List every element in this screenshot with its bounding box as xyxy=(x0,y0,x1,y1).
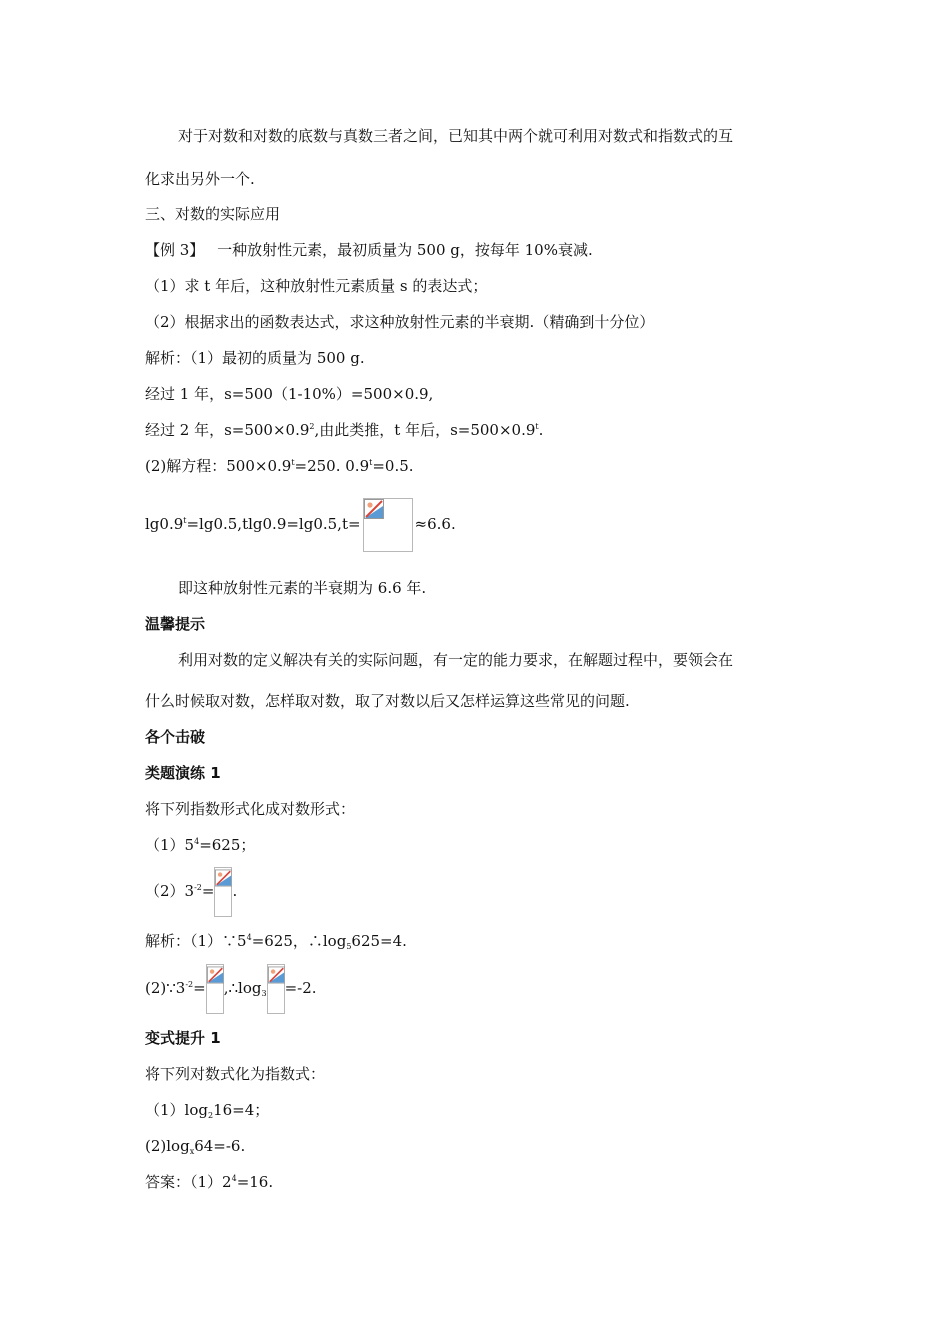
text-segment: . xyxy=(538,421,544,439)
text-segment: =-2. xyxy=(284,979,317,997)
text-segment: ,∴log xyxy=(223,979,262,997)
subscript: 3 xyxy=(261,989,267,998)
superscript: -2 xyxy=(185,980,194,989)
example-title: 【例 3】 xyxy=(145,241,205,259)
text-segment: (2)解方程：500×0.9 xyxy=(145,457,292,475)
conclusion: 即这种放射性元素的半衰期为 6.6 年. xyxy=(178,579,427,597)
answer-item-2 xyxy=(145,963,317,1014)
superscript: 2 xyxy=(309,422,315,431)
text-segment: =250. 0.9 xyxy=(294,457,370,475)
answer-line xyxy=(145,1172,273,1192)
superscript: -2 xyxy=(194,883,202,892)
text-segment: = xyxy=(201,882,215,900)
text-segment: 625=4. xyxy=(351,932,407,950)
break-heading: 各个击破 xyxy=(145,728,206,746)
variant-intro: 将下列对数式化为指数式： xyxy=(145,1065,326,1083)
answer-item-1 xyxy=(145,931,407,951)
text-segment: = xyxy=(193,979,206,997)
text-segment: 16=4； xyxy=(213,1101,270,1119)
solution-lg-line xyxy=(145,498,456,552)
variant-heading: 变式提升 1 xyxy=(145,1029,221,1047)
text-segment: . xyxy=(232,882,238,900)
example-text: 一种放射性元素，最初质量为 500 g，按每年 10%衰减. xyxy=(217,241,593,259)
text-segment: =lg0.5,tlg0.9=lg0.5,t= xyxy=(186,515,361,533)
solution-equation xyxy=(145,456,414,476)
paragraph-intro-line1: 对于对数和对数的底数与真数三者之间，已知其中两个就可利用对数式和指数式的互 xyxy=(178,127,734,145)
broken-image-icon xyxy=(206,964,224,1014)
superscript: 4 xyxy=(246,933,252,942)
practice-item-1 xyxy=(145,835,255,855)
text-segment: =625； xyxy=(199,836,256,854)
broken-image-icon xyxy=(363,498,413,552)
text-segment: ,由此类推，t 年后，s=500×0.9 xyxy=(314,421,536,439)
tip-line2: 什么时候取对数，怎样取对数，取了对数以后又怎样运算这些常见的问题. xyxy=(145,692,630,710)
broken-image-icon xyxy=(214,867,232,917)
subscript: 5 xyxy=(346,942,352,951)
superscript: t xyxy=(291,458,295,467)
text-segment: （2）3 xyxy=(145,882,195,900)
solution-year1: 经过 1 年，s=500（1-10%）=500×0.9, xyxy=(145,385,434,403)
solution-line1: 解析：（1）最初的质量为 500 g. xyxy=(145,349,365,367)
practice-intro: 将下列指数形式化成对数形式： xyxy=(145,800,356,818)
text-segment: （1）5 xyxy=(145,836,195,854)
superscript: 4 xyxy=(231,1174,237,1183)
tip-heading: 温馨提示 xyxy=(145,615,206,633)
text-segment: ≈6.6. xyxy=(414,515,456,533)
text-segment: （1）log xyxy=(145,1101,208,1119)
tip-line1: 利用对数的定义解决有关的实际问题，有一定的能力要求，在解题过程中，要领会在 xyxy=(178,651,734,669)
text-segment: =16. xyxy=(236,1173,274,1191)
practice-heading: 类题演练 1 xyxy=(145,764,221,782)
question-2: （2）根据求出的函数表达式，求这种放射性元素的半衰期.（精确到十分位） xyxy=(145,313,655,331)
practice-item-2 xyxy=(145,866,237,917)
text-segment: (2)log xyxy=(145,1137,190,1155)
text-segment: (2)∵3 xyxy=(145,979,186,997)
text-segment: =625，∴log xyxy=(251,932,347,950)
superscript: 4 xyxy=(194,837,200,846)
superscript: t xyxy=(535,422,539,431)
example-3 xyxy=(145,240,593,260)
broken-image-icon xyxy=(267,964,285,1014)
superscript: t xyxy=(369,458,373,467)
text-segment: 经过 2 年，s=500×0.9 xyxy=(145,421,310,439)
section-heading: 三、对数的实际应用 xyxy=(145,205,281,223)
solution-year2 xyxy=(145,420,543,440)
subscript: 2 xyxy=(207,1111,214,1120)
superscript: t xyxy=(183,516,187,525)
text-segment: 答案：（1）2 xyxy=(145,1173,232,1191)
question-1: （1）求 t 年后，这种放射性元素质量 s 的表达式； xyxy=(145,277,488,295)
subscript: x xyxy=(189,1147,195,1156)
paragraph-intro-line2: 化求出另外一个. xyxy=(145,170,255,188)
text-segment: lg0.9 xyxy=(145,515,184,533)
text-segment: =0.5. xyxy=(372,457,414,475)
variant-item-2 xyxy=(145,1136,245,1156)
text-segment: 64=-6. xyxy=(194,1137,246,1155)
variant-item-1 xyxy=(145,1100,269,1120)
text-segment: 解析：（1）∵5 xyxy=(145,932,247,950)
